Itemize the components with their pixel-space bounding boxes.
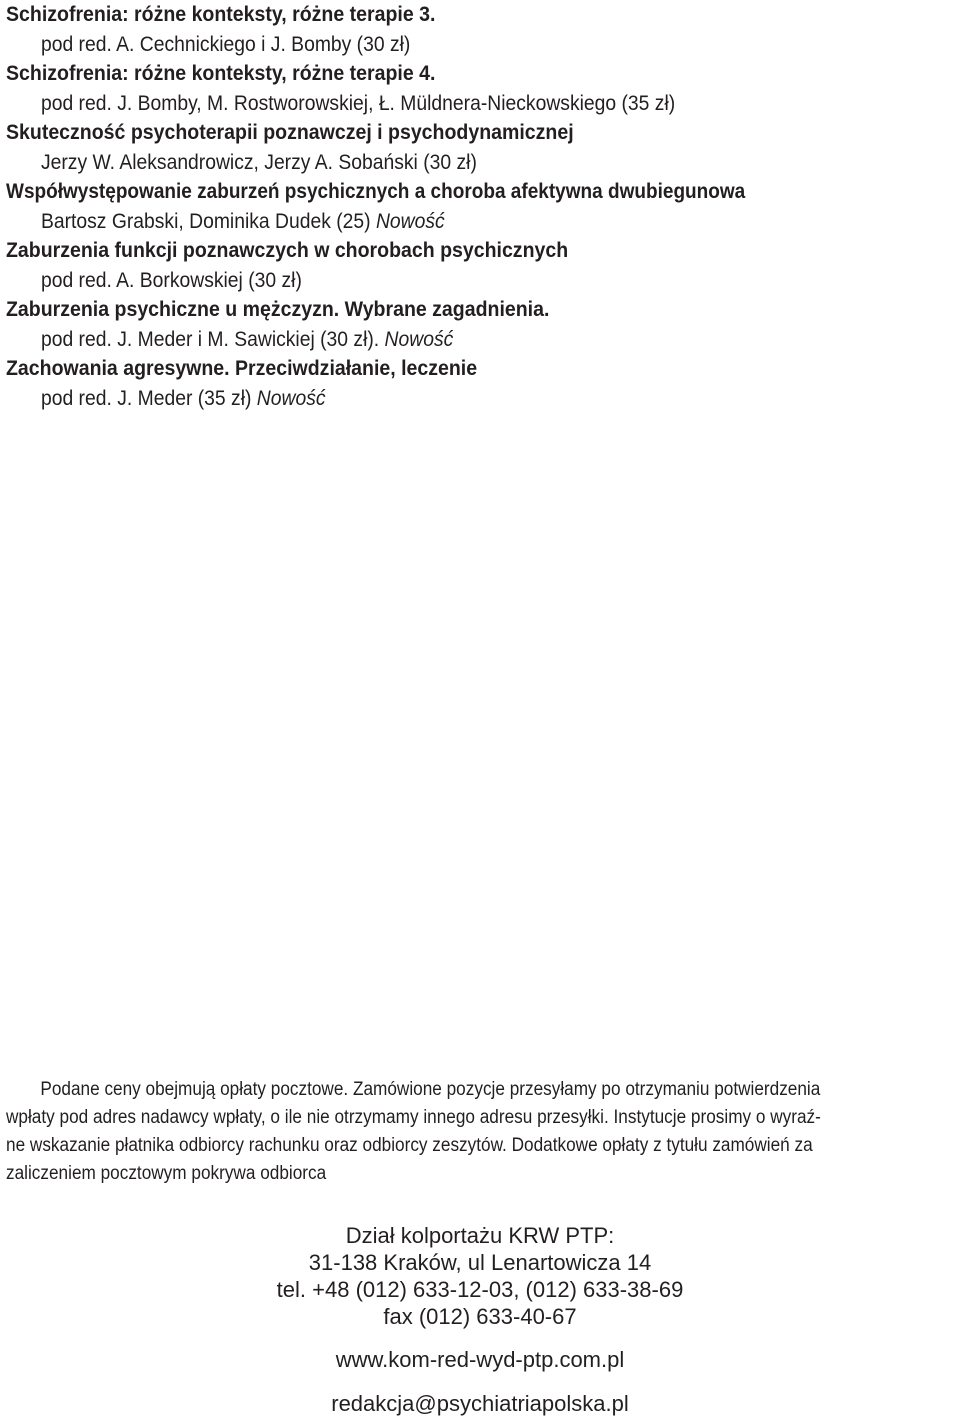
book-author: Jerzy W. Aleksandrowicz, Jerzy A. Sobański (30 zł) <box>40 151 477 174</box>
book-author-line <box>6 266 871 295</box>
department-name: Dział kolportażu KRW PTP: <box>345 1223 615 1248</box>
notice-line: zaliczeniem pocztowym pokrywa odbiorca <box>6 1163 327 1184</box>
book-list <box>6 0 946 413</box>
book-author: pod red. J. Bomby, M. Rostworowskiej, Ł. Müldnera-Nieckowskiego (35 zł) <box>40 92 676 115</box>
fax-number: fax (012) 633-40-67 <box>383 1304 577 1329</box>
book-title: Schizofrenia: różne konteksty, różne terapie 4. <box>6 62 436 85</box>
book-entry <box>6 0 946 59</box>
spacer <box>0 1374 960 1390</box>
book-author-line <box>6 207 871 236</box>
ordering-notice <box>6 1076 956 1188</box>
book-author: Bartosz Grabski, Dominika Dudek (25) <box>40 210 376 233</box>
book-entry <box>6 354 946 413</box>
book-entry <box>6 236 946 295</box>
book-author-line <box>6 325 871 354</box>
email-link[interactable]: redakcja@psychiatriapolska.pl <box>331 1391 629 1416</box>
book-title: Skuteczność psychoterapii poznawczej i psychodynamicznej <box>6 121 574 144</box>
spacer <box>0 1330 960 1346</box>
new-badge: Nowość <box>256 387 326 410</box>
book-entry <box>6 295 946 354</box>
notice-line: ne wskazanie płatnika odbiorcy rachunku oraz odbiorcy zeszytów. Dodatkowe opłaty z tytułu zamówień za <box>6 1135 813 1156</box>
book-title: Zachowania agresywne. Przeciwdziałanie, leczenie <box>6 357 478 380</box>
book-author: pod red. A. Cechnickiego i J. Bomby (30 zł) <box>40 33 411 56</box>
book-entry <box>6 118 946 177</box>
postal-address: 31-138 Kraków, ul Lenartowicza 14 <box>308 1250 652 1275</box>
book-author: pod red. J. Meder i M. Sawickiej (30 zł). <box>40 328 385 351</box>
phone-numbers: tel. +48 (012) 633-12-03, (012) 633-38-69 <box>276 1277 684 1302</box>
book-author: pod red. A. Borkowskiej (30 zł) <box>40 269 302 292</box>
book-author-line <box>6 89 871 118</box>
book-author-line <box>6 384 871 413</box>
book-title: Współwystępowanie zaburzeń psychicznych a choroba afektywna dwubiegunowa <box>6 180 746 203</box>
book-author: pod red. J. Meder (35 zł) <box>40 387 257 410</box>
book-title: Schizofrenia: różne konteksty, różne terapie 3. <box>6 3 436 26</box>
new-badge: Nowość <box>384 328 454 351</box>
notice-line: Podane ceny obejmują opłaty pocztowe. Zamówione pozycje przesyłamy po otrzymaniu potwierdzenia <box>40 1079 821 1100</box>
contact-block <box>0 1222 960 1418</box>
book-author-line <box>6 148 871 177</box>
new-badge: Nowość <box>375 210 445 233</box>
book-title: Zaburzenia psychiczne u mężczyzn. Wybrane zagadnienia. <box>6 298 550 321</box>
book-title: Zaburzenia funkcji poznawczych w chorobach psychicznych <box>6 239 569 262</box>
book-entry <box>6 59 946 118</box>
notice-line: wpłaty pod adres nadawcy wpłaty, o ile nie otrzymamy innego adresu przesyłki. Instytucje prosimy o wyraź- <box>6 1107 821 1128</box>
book-author-line <box>6 30 871 59</box>
website-link[interactable]: www.kom-red-wyd-ptp.com.pl <box>335 1347 625 1372</box>
book-entry <box>6 177 946 236</box>
